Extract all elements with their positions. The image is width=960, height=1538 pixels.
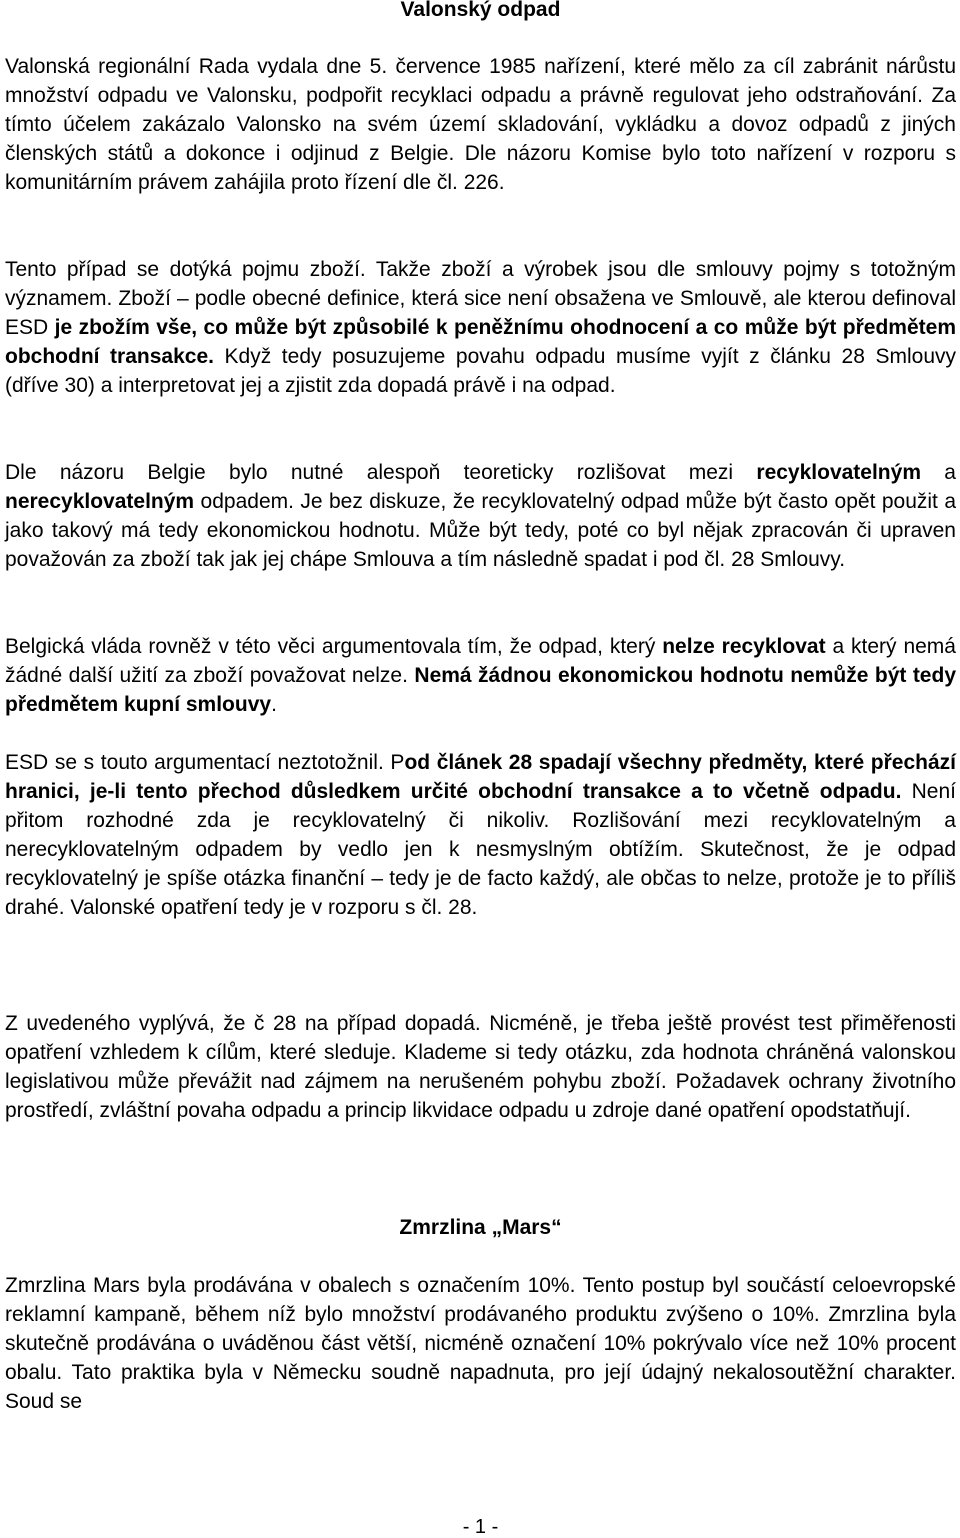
paragraph-4-bold-a: nelze recyklovat bbox=[662, 635, 826, 658]
paragraph-6-text: Z uvedeného vyplývá, že č 28 na případ dopadá. Nicméně, je třeba ještě provést test přiměřenosti opatření vzhledem k cílům, které sleduje. Klademe si tedy otázku, zda hodnota chráněná valonskou legislativou může převážit nad zájmem na nerušeném pohybu zboží. Požadavek ochrany životního prostředí, zvláštní povaha odpadu a princip likvidace odpadu u zdroje dané opatření opodstatňují. bbox=[5, 1012, 956, 1122]
paragraph-2 bbox=[5, 255, 956, 400]
paragraph-4-text-c: . bbox=[271, 693, 277, 716]
paragraph-5-bold-ruling: od článek 28 spadají všechny předměty, které přechází hranici, je-li tento přechod důsledkem určité obchodní transakce a to včetně odpadu. bbox=[5, 751, 956, 803]
page-number: - 1 - bbox=[462, 1516, 499, 1538]
paragraph-4-bold-b: Nemá žádnou ekonomickou hodnotu nemůže být tedy předmětem kupní smlouvy bbox=[5, 664, 956, 716]
paragraph-3-text-a: Dle názoru Belgie bylo nutné alespoň teoreticky rozlišovat mezi bbox=[5, 461, 757, 484]
paragraph-5-text-a: ESD se s touto argumentací neztotožnil. P bbox=[5, 751, 405, 774]
paragraph-3-bold-recyclable: recyklovatelným bbox=[756, 461, 921, 484]
section-title-valonsky-odpad: Valonský odpad bbox=[400, 0, 561, 21]
paragraph-3-text-c: odpadem. Je bez diskuze, že recyklovatelný odpad může být často opět použit a jako takový má tedy ekonomickou hodnotu. Může být tedy, poté co byl nějak zpracován či upraven považován za zboží tak jak jej chápe Smlouva a tím následně spadat i pod čl. 28 Smlouvy. bbox=[5, 490, 956, 571]
paragraph-2-text-b: Když tedy posuzujeme povahu odpadu musíme vyjít z článku 28 Smlouvy (dříve 30) a interpretovat jej a zjistit zda dopadá právě i na odpad. bbox=[5, 345, 956, 397]
paragraph-4 bbox=[5, 632, 956, 719]
section-title-zmrzlina-mars: Zmrzlina „Mars“ bbox=[399, 1216, 562, 1239]
paragraph-7-text: Zmrzlina Mars byla prodávána v obalech s označením 10%. Tento postup byl součástí celoevropské reklamní kampaně, během níž bylo množství prodávaného produktu zvýšeno o 10%. Zmrzlina byla skutečně prodávána o uváděnou část větší, nicméně označení 10% pokrývalo více než 10% procent obalu. Tato praktika byla v Německu soudně napadnuta, pro její údajný nekalosoutěžní charakter. Soud se bbox=[5, 1274, 956, 1413]
paragraph-3-bold-nonrecyclable: nerecyklovatelným bbox=[5, 490, 195, 513]
paragraph-3 bbox=[5, 458, 956, 574]
paragraph-4-text-b: a který nemá žádné další užití za zboží považovat nelze. bbox=[5, 635, 956, 687]
paragraph-5 bbox=[5, 748, 956, 922]
paragraph-1 bbox=[5, 52, 956, 197]
paragraph-7 bbox=[5, 1271, 956, 1416]
paragraph-2-bold-definition: je zbožím vše, co může být způsobilé k peněžnímu ohodnocení a co může být předmětem obchodní transakce. bbox=[5, 316, 956, 368]
paragraph-5-text-b: Není přitom rozhodné zda je recyklovatelný či nikoliv. Rozlišování mezi recyklovatelným a nerecyklovatelným odpadem by vedlo jen k nesmyslným obtížím. Skutečnost, že je odpad recyklovatelný je spíše otázka finanční – tedy je de facto každý, ale občas to nelze, protože je to příliš drahé. Valonské opatření tedy je v rozporu s čl. 28. bbox=[5, 780, 956, 919]
paragraph-4-text-a: Belgická vláda rovněž v této věci argumentovala tím, že odpad, který bbox=[5, 635, 663, 658]
paragraph-6 bbox=[5, 1009, 956, 1125]
paragraph-1-text: Valonská regionální Rada vydala dne 5. července 1985 nařízení, které mělo za cíl zabránit nárůstu množství odpadu ve Valonsku, podpořit recyklaci odpadu a právně regulovat jeho odstraňování. Za tímto účelem zakázalo Valonsko na svém území skladování, vykládku a dovoz odpadů z jiných členských států a dokonce i odjinud z Belgie. Dle názoru Komise bylo toto nařízení v rozporu s komunitárním právem zahájila proto řízení dle čl. 226. bbox=[5, 55, 956, 194]
paragraph-2-text-a: Tento případ se dotýká pojmu zboží. Takže zboží a výrobek jsou dle smlouvy pojmy s totožným významem. Zboží – podle obecné definice, která sice není obsažena ve Smlouvě, ale kterou definoval ESD bbox=[5, 258, 956, 339]
paragraph-3-text-b: a bbox=[921, 461, 956, 484]
